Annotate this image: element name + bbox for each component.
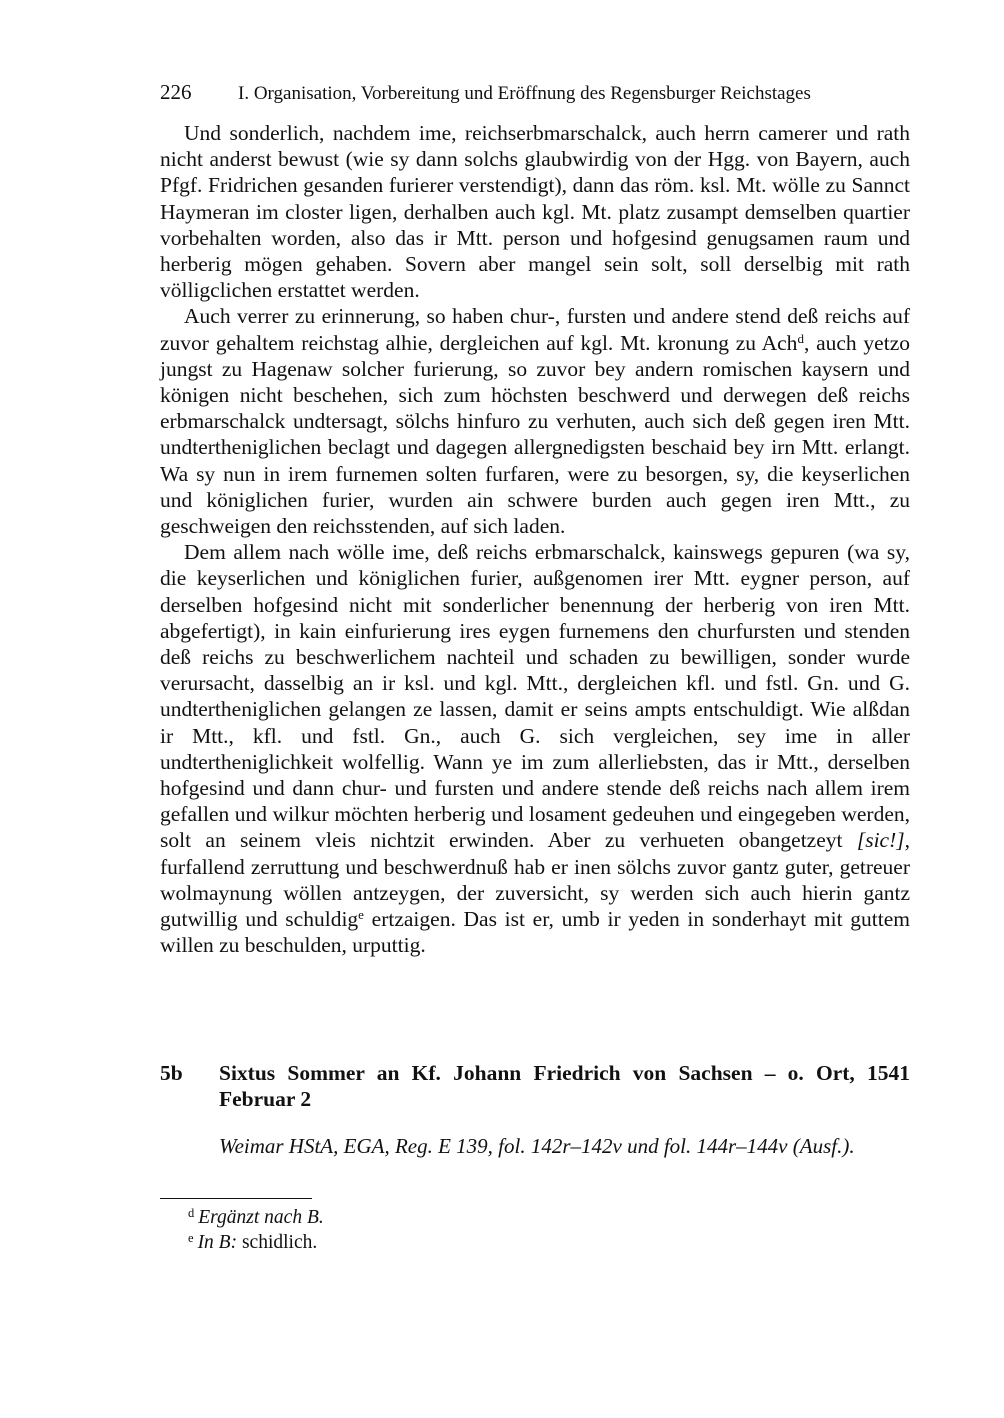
source-citation: Weimar HStA, EGA, Reg. E 139, fol. 142r–142v und fol. 144r–144v (Ausf.). [219,1134,855,1158]
paragraph-2-text-a: Auch verrer zu erinnerung, so haben chur-, fursten und andere stend deß reichs auf zuvor gehaltem reichstag alhie, dergleichen auf kgl. Mt. kronung zu Ach [160,304,910,355]
document-title: Sixtus Sommer an Kf. Johann Friedrich von Sachsen – o. Ort, 1541 Februar 2 [219,1061,910,1111]
paragraph-3-text-a: Dem allem nach wölle ime, deß reichs erbmarschalck, kainswegs gepuren (wa sy, die keyserlichen und königlichen furier, außgenomen irer Mtt. eygner person, auf derselben hofgesind nicht mit sonderlicher benennung der herberig von iren Mtt. abgefertigt), in kain einfurierung ires eygen furnemens den churfursten und stenden deß reichs zu beschwerlichem nachteil und schaden zu bewilligen, sonder wurde verursacht, dasselbig an ir ksl. und kgl. Mtt., dergleichen kfl. und fstl. Gn. und G. undtertheniglichen gelangen ze lassen, damit er seins ampts entschuldigt. Wie alßdan ir Mtt., kfl. und fstl. Gn., auch G. sich vergleichen, sey ime in aller undtertheniglichkeit wolfellig. Wann ye im zum allerliebsten, das ir Mtt., derselben hofgesind und dann chur- und fursten und andere stende deß reichs nach allem irem gefallen und wilkur möchten herberig und losament gedeuhen und eingegeben werden, solt an seinem vleis nichtzit erwinden. Aber zu verhueten obangetzeyt [160,540,910,853]
footnote-italic: Ergänzt nach B. [198,1207,324,1228]
main-text [160,120,910,959]
paragraph-3-text-b: , furfallend zerruttung und beschwerdnuß hab er inen sölchs zuvor gantz guter, getreuer wolmaynung wöllen antzeygen, der zuversicht, sy werden sich auch hierin gantz gutwillig und schuldig [160,828,910,932]
paragraph-3 [160,539,910,958]
running-title: I. Organisation, Vorbereitung und Eröffnung des Regensburger Reichstages [238,83,811,104]
footnote-ref-d[interactable]: d [797,330,804,346]
footnote-ref-e[interactable]: e [358,907,364,923]
document-number: 5b [160,1061,183,1085]
footnote-e [188,1230,888,1255]
footnote-text: schidlich. [237,1232,318,1253]
page-number: 226 [160,80,192,104]
paragraph-2 [160,303,910,539]
document-heading [160,1060,910,1112]
footnote-mark: e [188,1231,194,1245]
sic-marker: [sic!] [856,828,905,853]
footnote-italic: In B: [197,1232,238,1253]
footnote-divider [160,1198,312,1199]
paragraph-3-text-c: ertzaigen. Das ist er, umb ir yeden in sonderhayt mit guttem willen zu beschulden, urputtig. [160,907,910,958]
footnotes [188,1205,888,1255]
running-header [160,78,910,108]
paragraph-2-text-b: , auch yetzo jungst zu Hagenaw solcher furierung, so zuvor bey andern romischen kaysern und königen nicht beschehen, sich zum höchsten beschwerd und derwegen deß reichs erbmarschalck undtersagt, sölchs hinfuro zu verhuten, auch sich deß gegen iren Mtt. undtertheniglichen beclagt und dagegen allergnedigsten beschaid bey irn Mtt. erlangt. Wa sy nun in irem furnemen solten furfaren, were zu besorgen, sy, die keyserlichen und königlichen furier, wurden ain schwere burden auch gegen iren Mtt., zu geschweigen den reichsstenden, auf sich laden. [160,330,910,539]
footnote-d [188,1205,888,1230]
footnote-mark: d [188,1206,195,1220]
paragraph-1: Und sonderlich, nachdem ime, reichserbmarschalck, auch herrn camerer und rath nicht anderst bewust (wie sy dann solchs glaubwirdig von der Hgg. von Bayern, auch Pfgf. Fridrichen gesanden furierer verstendigt), dann das röm. ksl. Mt. wölle zu Sannct Haymeran im closter ligen, derhalben auch kgl. Mt. platz zusampt demselben quartier vorbehalten worden, also das ir Mtt. person und hofgesind genugsamen raum und herberig mögen gehaben. Sovern aber mangel sein solt, soll derselbig mit rath völligclichen erstattet werden. [160,121,910,303]
